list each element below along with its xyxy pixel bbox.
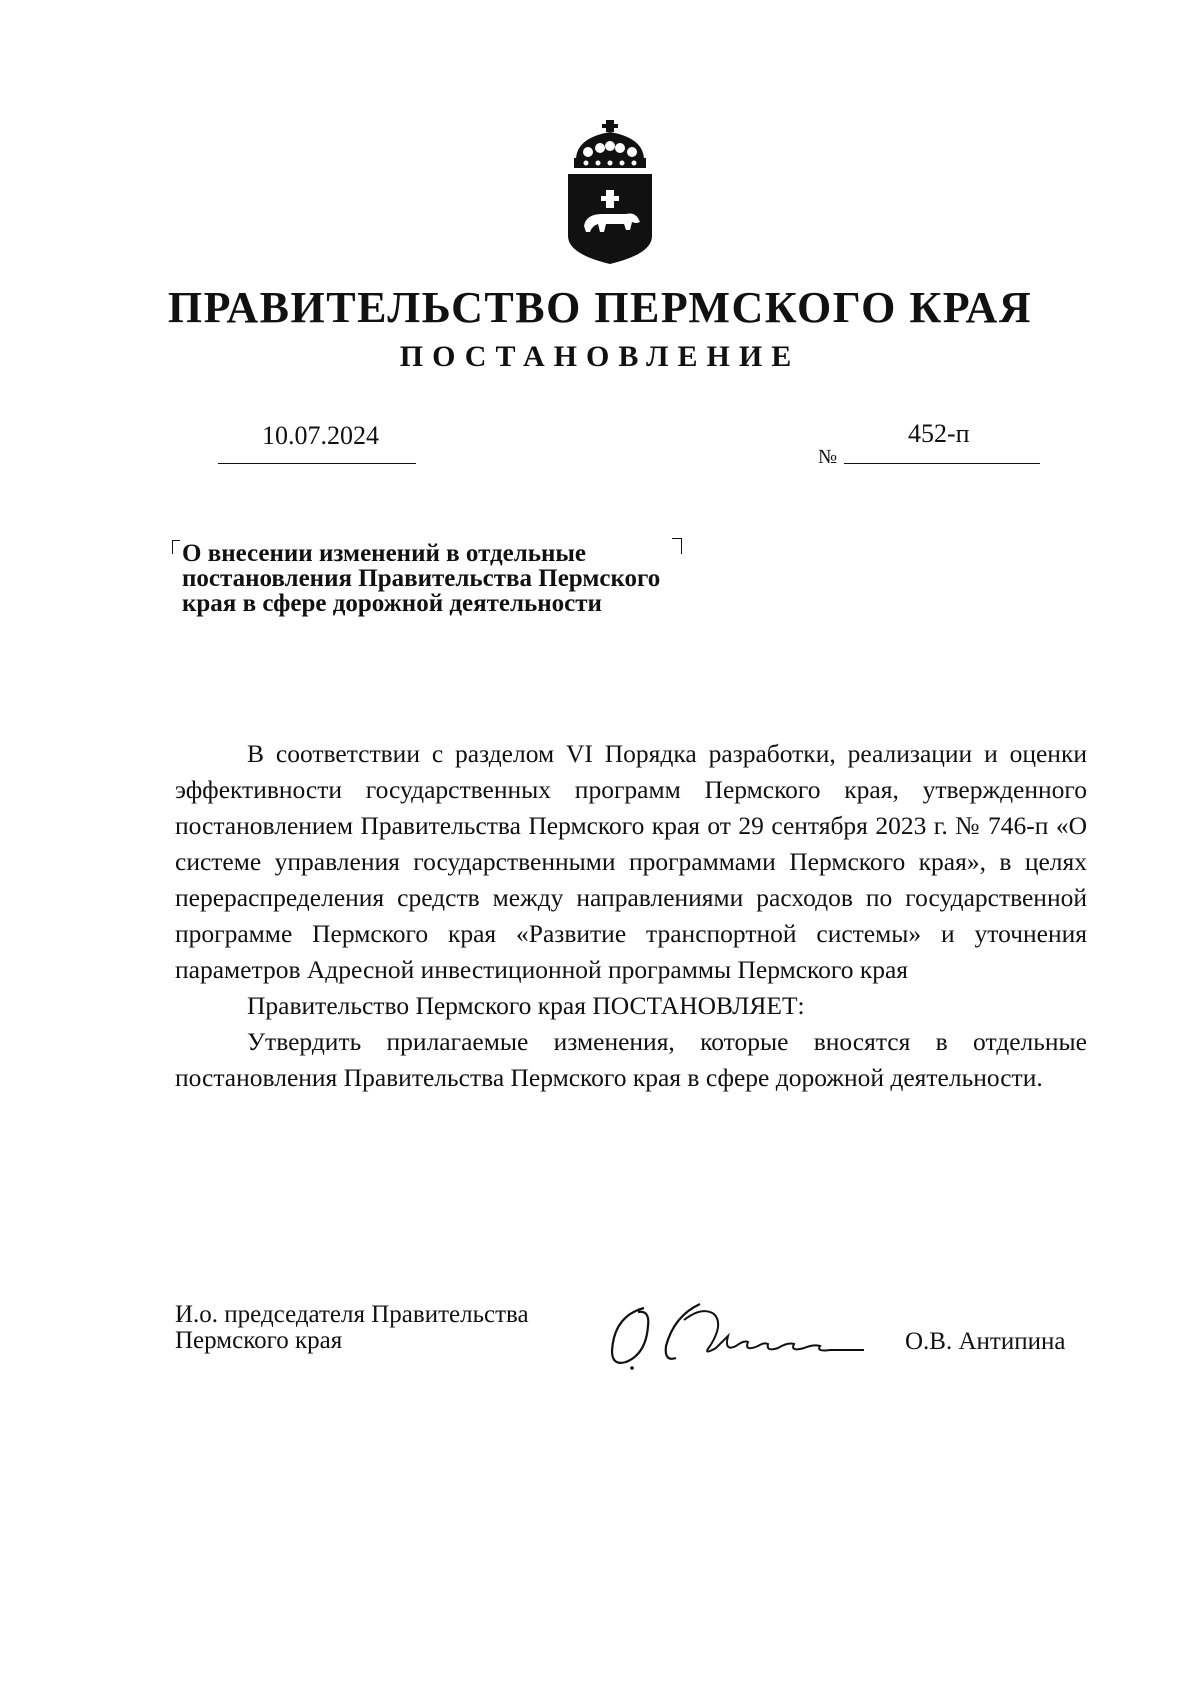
subject-bracket-right: [672, 538, 682, 554]
body-paragraph: В соответствии с разделом VI Порядка разработки, реализации и оценки эффективности государственных программ Пермского края, утвержденного постановлением Правительства Пермского края от 29 сентября 2023 г. № 746-п «О системе управления государственными программами Пермского края», в целях перераспределения средств между направлениями расходов по государственной программе Пермского края «Развитие транспортной системы» и уточнения параметров Адресной инвестиционной программы Пермского края: [175, 739, 1087, 984]
coat-of-arms-icon: [562, 118, 658, 268]
signer-position-line: И.о. председателя Правительства: [175, 1301, 529, 1328]
signer-position-line: Пермского края: [175, 1327, 343, 1354]
signer-position: [175, 1302, 529, 1354]
document-type: ПОСТАНОВЛЕНИЕ: [399, 340, 801, 373]
body-paragraph: Правительство Пермского края ПОСТАНОВЛЯЕТ:: [247, 991, 805, 1020]
handwritten-signature: [604, 1296, 904, 1376]
document-number: 452-п: [908, 419, 970, 448]
date-underline: [218, 463, 416, 464]
number-underline: [844, 463, 1040, 464]
organization-title: ПРАВИТЕЛЬСТВО ПЕРМСКОГО КРАЯ: [167, 283, 1033, 332]
number-sign: №: [818, 446, 838, 468]
document-subject: О внесении изменений в отдельные постановления Правительства Пермского края в сфере дорожной деятельности: [182, 540, 661, 617]
subject-bracket-left: [172, 540, 180, 554]
signer-name: О.В. Антипина: [905, 1328, 1066, 1355]
document-date: 10.07.2024: [262, 421, 379, 450]
body-paragraph: Утвердить прилагаемые изменения, которые вносятся в отдельные постановления Правительства Пермского края в сфере дорожной деятельности.: [175, 1027, 1087, 1092]
document-body: [175, 736, 1087, 1096]
